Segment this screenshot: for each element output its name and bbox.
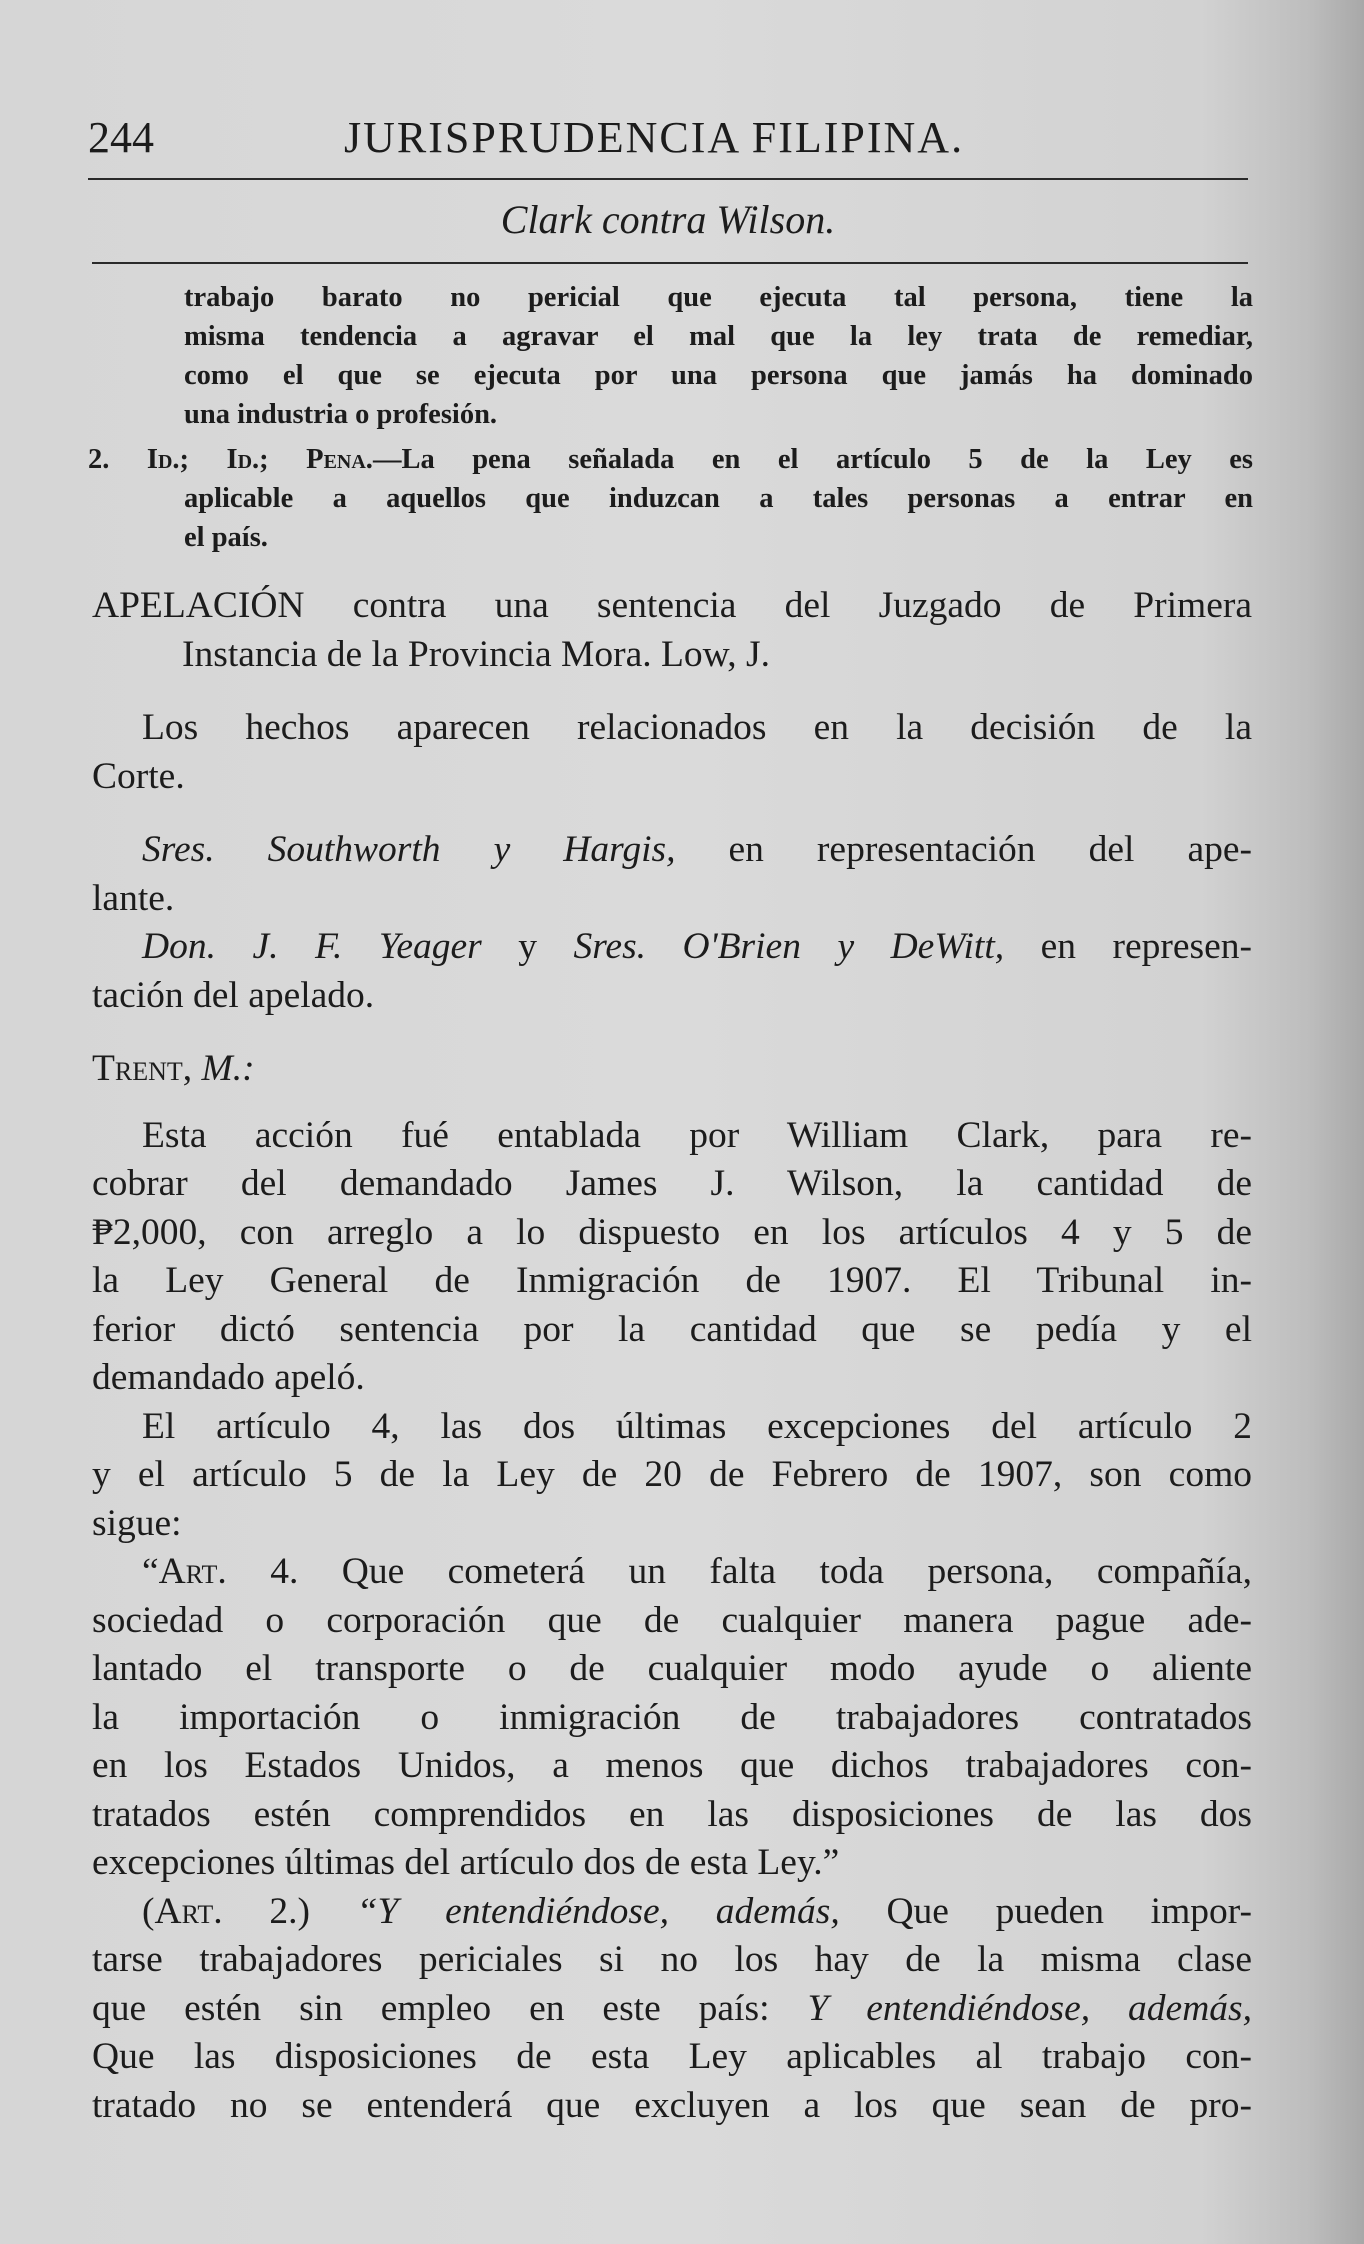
opinion-line: la Ley General de Inmigración de 1907. El Tribunal in- — [92, 1260, 1252, 1301]
body-text — [92, 582, 1252, 2130]
art2-line: tarse trabajadores periciales si no los hay de la misma clase — [92, 1939, 1252, 1980]
syllabus-line: el país. — [184, 522, 268, 553]
appeal-text: contra una sentencia del Juzgado de Primera — [304, 585, 1252, 626]
appeal-line: Instancia de la Provincia Mora. Low, J. — [182, 633, 771, 675]
art4-line: en los Estados Unidos, a menos que dichos trabajadores con- — [92, 1745, 1252, 1786]
page-header — [88, 112, 1248, 172]
syllabus-line: misma tendencia a agravar el mal que la ley trata de remediar, — [184, 321, 1253, 352]
point-number: 2. — [88, 444, 110, 475]
syllabus-point-2 — [88, 440, 1253, 479]
author-title: M.: — [192, 1048, 255, 1089]
syllabus-line: trabajo barato no pericial que ejecuta tal persona, tiene la — [184, 282, 1253, 313]
title-rule — [92, 262, 1248, 264]
facts-line: Los hechos aparecen relacionados en la decisión de la — [142, 707, 1252, 748]
opinion-line: y el artículo 5 de la Ley de 20 de Febrero de 1907, son como — [92, 1454, 1252, 1495]
art2-label: (Art. 2.) — [142, 1890, 310, 1932]
art4-text: Que cometerá un falta toda persona, compañía, — [298, 1551, 1253, 1592]
opinion-line: cobrar del demandado James J. Wilson, la cantidad de — [92, 1163, 1252, 1204]
syllabus-line: —La pena señalada en el artículo 5 de la Ley es — [372, 444, 1253, 475]
art2-text: que estén sin empleo en este país: — [92, 1987, 808, 2029]
spacer — [92, 679, 1252, 704]
counsel-text: en representación del ape- — [675, 829, 1252, 870]
opinion-line: sigue: — [92, 1502, 182, 1544]
author-name: Trent, — [92, 1048, 193, 1089]
appeal-line — [92, 582, 1252, 631]
counsel-line: lante. — [92, 877, 175, 919]
art2-italic: “Y entendiéndose, además, — [309, 1890, 840, 1932]
opinion-line: Esta acción fué entablada por William Clark, para re- — [142, 1114, 1252, 1156]
counsel-appellant — [92, 826, 1252, 875]
art4-label: “Art. 4. — [142, 1551, 299, 1592]
art2-italic: Y entendiéndose, además, — [807, 1987, 1252, 2029]
spacer — [92, 801, 1252, 826]
running-title: JURISPRUDENCIA FILIPINA. — [344, 113, 965, 162]
opinion-line: ₱2,000, con arreglo a lo dispuesto en los artículos 4 y 5 de — [92, 1211, 1252, 1253]
art4-line — [92, 1548, 1252, 1597]
header-rule — [88, 178, 1248, 180]
appellee-counsel-name: Don. J. F. Yeager — [142, 926, 482, 967]
art2-line: tratado no se entenderá que excluyen a los que sean de pro- — [92, 2084, 1252, 2126]
facts-line: Corte. — [92, 755, 185, 797]
art4-line: la importación o inmigración de trabajadores contratados — [92, 1696, 1252, 1738]
counsel-appellee — [92, 923, 1252, 972]
syllabus-line: una industria o profesión. — [184, 399, 498, 430]
point-keywords: Id.; Id.; Pena. — [146, 444, 373, 475]
art4-line: excepciones últimas del artículo dos de esta Ley.” — [92, 1842, 840, 1883]
appellee-counsel-names: Sres. O'Brien y DeWitt, — [573, 926, 1005, 967]
appeal-lead: APELACIÓN — [92, 585, 305, 626]
art4-line: sociedad o corporación que de cualquier manera pague ade- — [92, 1599, 1252, 1641]
art2-line — [92, 1985, 1252, 2034]
opinion-line: ferior dictó sentencia por la cantidad que se pedía y el — [92, 1308, 1252, 1350]
opinion-author — [92, 1045, 1252, 1094]
syllabus-line: aplicable a aquellos que induzcan a tales personas a entrar en — [184, 483, 1253, 514]
opinion-line: El artículo 4, las dos últimas excepciones del artículo 2 — [142, 1405, 1252, 1447]
case-title: Clark contra Wilson. — [500, 197, 836, 242]
art2-line — [92, 1888, 1252, 1937]
art2-text: Que pueden impor- — [839, 1890, 1252, 1932]
counsel-text: en represen- — [1004, 926, 1253, 967]
syllabus — [88, 278, 1253, 557]
opinion-line: demandado apeló. — [92, 1357, 365, 1398]
counsel-conjunction: y — [481, 926, 574, 967]
spacer — [92, 1094, 1252, 1112]
appellant-counsel-names: Sres. Southworth y Hargis, — [142, 829, 676, 870]
syllabus-line: como el que se ejecuta por una persona que jamás ha dominado — [184, 360, 1253, 391]
art4-line: lantado el transporte o de cualquier modo ayude o aliente — [92, 1648, 1252, 1689]
counsel-line: tación del apelado. — [92, 974, 375, 1016]
art4-line: tratados estén comprendidos en las disposiciones de las dos — [92, 1793, 1252, 1835]
page-number: 244 — [88, 113, 154, 162]
art2-line: Que las disposiciones de esta Ley aplicables al trabajo con- — [92, 2036, 1252, 2077]
spacer — [92, 1020, 1252, 1045]
